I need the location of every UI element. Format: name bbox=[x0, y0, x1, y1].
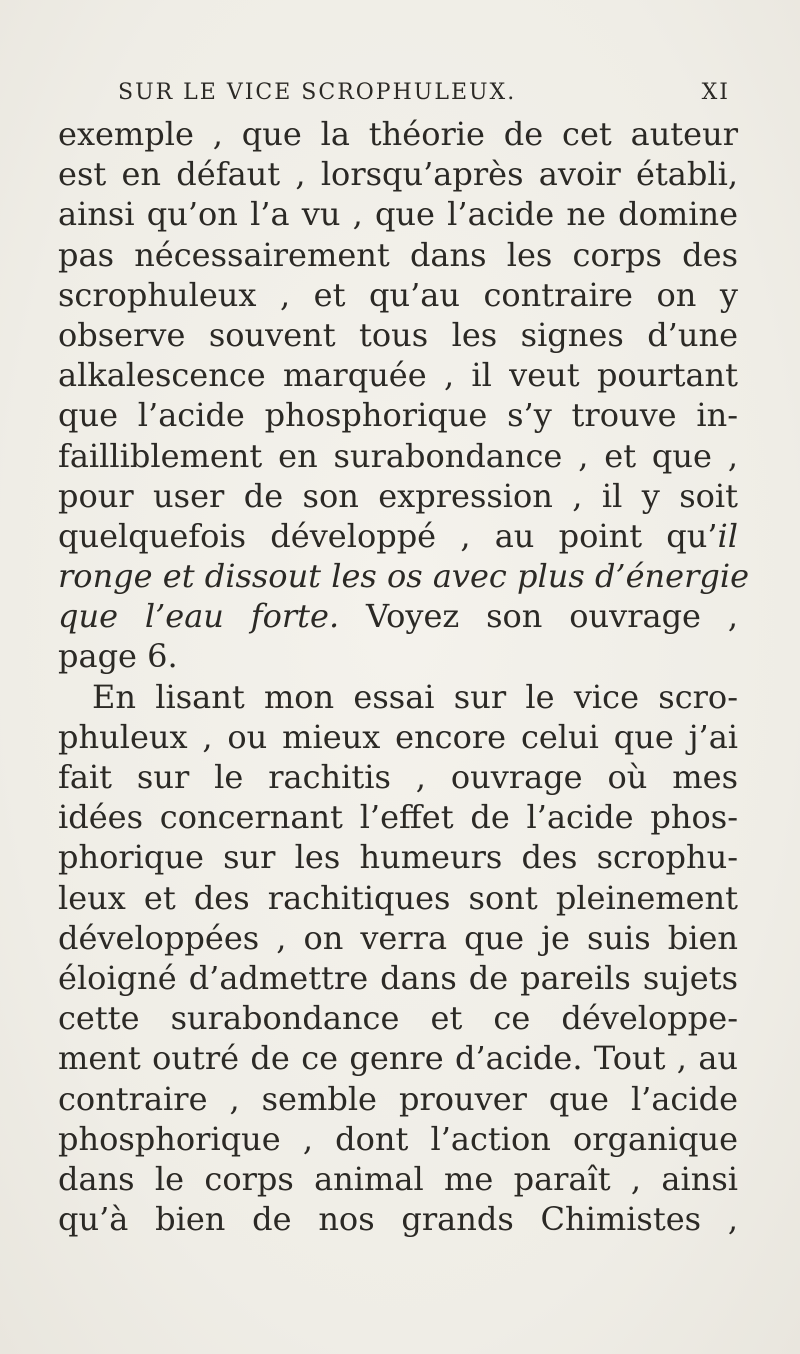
running-title: SUR LE VICE SCROPHULEUX. bbox=[118, 80, 517, 105]
text-line bbox=[58, 556, 750, 596]
line-segment: quelquefois développé , au point qu’ bbox=[58, 516, 718, 555]
line-segment: Voyez son ouvrage , bbox=[339, 597, 739, 636]
text-line: qu’à bien de nos grands Chimistes , bbox=[58, 1200, 738, 1239]
italic-segment: ronge et dissout les os avec plus d’énergie bbox=[58, 557, 750, 596]
text-line: failliblement en surabondance , et que , bbox=[58, 436, 738, 475]
paragraph-first-line: En lisant mon essai sur le vice scro- bbox=[92, 677, 738, 716]
text-line: phosphorique , dont l’action organique bbox=[58, 1119, 738, 1158]
text-line: observe souvent tous les signes d’une bbox=[58, 315, 738, 354]
text-line: cette surabondance et ce développe- bbox=[58, 999, 738, 1038]
italic-segment: il bbox=[717, 516, 738, 555]
italic-segment: que l’eau forte. bbox=[58, 597, 340, 636]
text-line: éloigné d’admettre dans de pareils sujets bbox=[58, 958, 738, 997]
text-line: exemple , que la théorie de cet auteur bbox=[58, 115, 738, 153]
page-number: XI bbox=[701, 80, 730, 105]
text-line: est en défaut , lorsqu’après avoir établi, bbox=[58, 155, 738, 194]
text-line: scrophuleux , et qu’au contraire on y bbox=[58, 275, 738, 314]
text-line: idées concernant l’effet de l’acide phos- bbox=[58, 798, 738, 837]
text-line: leux et des rachitiques sont pleinement bbox=[58, 878, 738, 917]
text-line: alkalescence marquée , il veut pourtant bbox=[58, 356, 738, 395]
text-line: page 6. bbox=[58, 637, 178, 676]
text-line: contraire , semble prouver que l’acide bbox=[58, 1079, 738, 1118]
text-line: dans le corps animal me paraît , ainsi bbox=[58, 1159, 738, 1198]
text-line: fait sur le rachitis , ouvrage où mes bbox=[58, 758, 738, 796]
text-line bbox=[58, 516, 738, 556]
body-text bbox=[58, 114, 750, 1239]
text-line: pas nécessairement dans les corps des bbox=[58, 235, 738, 274]
text-line: développées , on verra que je suis bien bbox=[58, 918, 738, 957]
text-line: phorique sur les humeurs des scrophu- bbox=[58, 838, 738, 877]
text-line bbox=[58, 596, 738, 636]
text-line: que l’acide phosphorique s’y trouve in- bbox=[58, 396, 738, 435]
text-line: pour user de son expression , il y soit bbox=[58, 476, 738, 515]
text-line: phuleux , ou mieux encore celui que j’ai bbox=[58, 717, 738, 756]
running-head bbox=[118, 80, 730, 116]
text-line: ment outré de ce genre d’acide. Tout , au bbox=[58, 1039, 738, 1078]
text-line: ainsi qu’on l’a vu , que l’acide ne domine bbox=[58, 195, 738, 234]
